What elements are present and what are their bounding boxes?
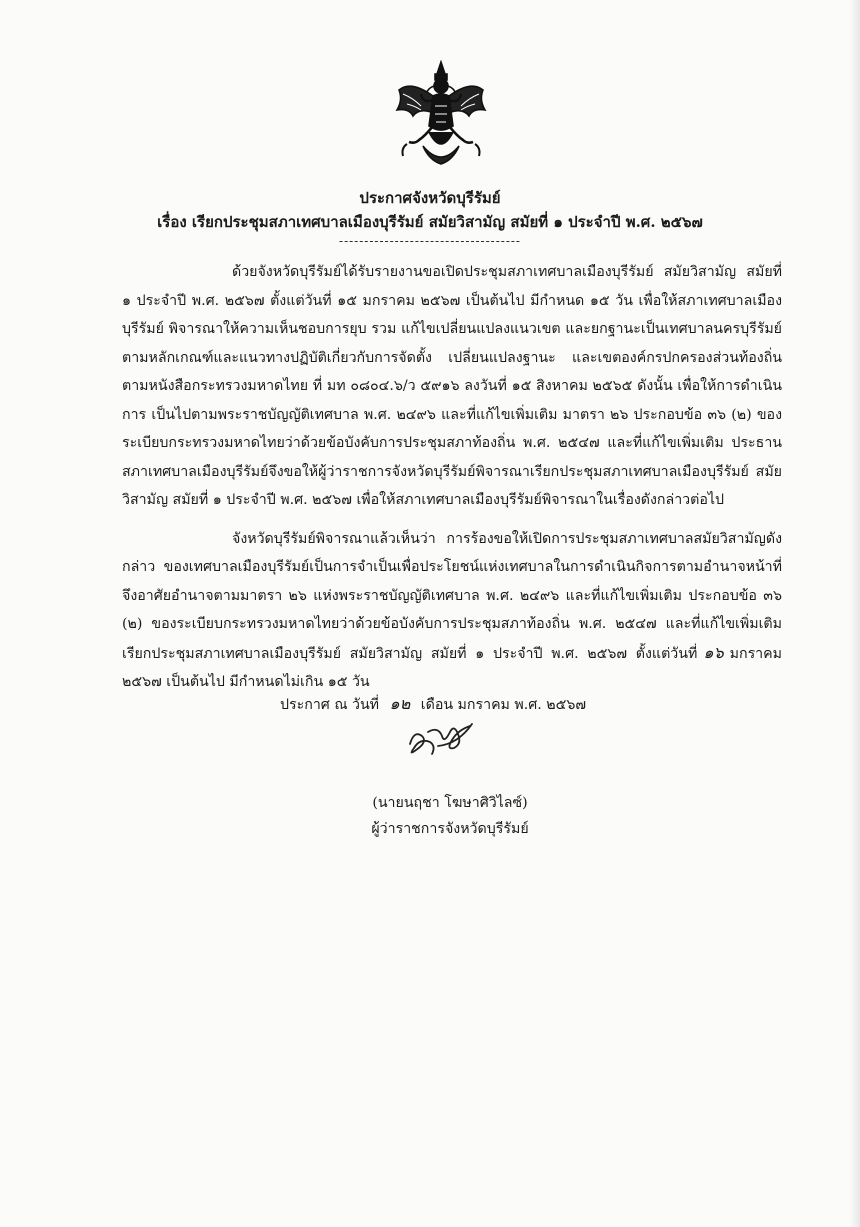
signer-position: ผู้ว่าราชการจังหวัดบุรีรัมย์ xyxy=(371,821,529,837)
header-separator: ------------------------------------ xyxy=(339,234,521,248)
body-paragraph-1: ด้วยจังหวัดบุรีรัมย์ได้รับรายงานขอเปิดประชุมสภาเทศบาลเมืองบุรีรัมย์ สมัยวิสามัญ สมัยที่ ๑ ประจำปี พ.ศ. ๒๕๖๗ ตั้งแต่วันที่ ๑๕ มกราคม ๒๕๖๗ เป็นต้นไป มีกำหนด ๑๕ วัน เพื่อให้สภาเทศบาลเมืองบุรีรัมย์ พิจารณาให้ความเห็นชอบการยุบ รวม แก้ไขเปลี่ยนแปลงแนวเขต และยกฐานะเป็นเทศบาลนครบุรีรัมย์ ตามหลักเกณฑ์และแนวทางปฏิบัติเกี่ยวกับการจัดตั้ง เปลี่ยนแปลงฐานะ และเขตองค์กรปกครองส่วนท้องถิ่น ตามหนังสือกระทรวงมหาดไทย ที่ มท ๐๘๐๔.๖/ว ๕๙๑๖ ลงวันที่ ๑๕ สิงหาคม ๒๕๖๕ ดังนั้น เพื่อให้การดำเนินการ เป็นไปตามพระราชบัญญัติเทศบาล พ.ศ. ๒๔๙๖ และที่แก้ไขเพิ่มเติม มาตรา ๒๖ ประกอบข้อ ๓๖ (๒) ของระเบียบกระทรวงมหาดไทยว่าด้วยข้อบังคับการประชุมสภาท้องถิ่น พ.ศ. ๒๕๔๗ และที่แก้ไขเพิ่มเติม ประธานสภาเทศบาลเมืองบุรีรัมย์จึงขอให้ผู้ว่าราชการจังหวัดบุรีรัมย์พิจารณาเรียกประชุมสภาเทศบาลเมืองบุรีรัมย์ สมัยวิสามัญ สมัยที่ ๑ ประจำปี พ.ศ. ๒๕๖๗ เพื่อให้สภาเทศบาลเมืองบุรีรัมย์พิจารณาในเรื่องดังกล่าวต่อไป xyxy=(122,264,782,508)
date-prefix: ประกาศ ณ วันที่ xyxy=(280,697,380,713)
handwritten-date-day: ๑๒ xyxy=(389,694,411,713)
document-header xyxy=(0,186,860,248)
announcement-date xyxy=(280,690,700,719)
document-title: ประกาศจังหวัดบุรีรัมย์ xyxy=(359,189,501,207)
signer-block xyxy=(300,790,600,842)
paragraph-2-text: จังหวัดบุรีรัมย์พิจารณาแล้วเห็นว่า การร้องขอให้เปิดการประชุมสภาเทศบาลสมัยวิสามัญดังกล่าว ของเทศบาลเมืองบุรีรัมย์เป็นการจำเป็นเพื่อประโยชน์แห่งเทศบาลในการดำเนินกิจการตามอำนาจหน้าที่ จึงอาศัยอำนาจตามมาตรา ๒๖ แห่งพระราชบัญญัติเทศบาล พ.ศ. ๒๔๙๖ และที่แก้ไขเพิ่มเติม ประกอบข้อ ๓๖ (๒) ของระเบียบกระทรวงมหาดไทยว่าด้วยข้อบังคับการประชุมสภาท้องถิ่น พ.ศ. ๒๕๔๗ และที่แก้ไขเพิ่มเติม เรียกประชุมสภาเทศบาลเมืองบุรีรัมย์ สมัยวิสามัญ สมัยที่ ๑ ประจำปี พ.ศ. ๒๕๖๗ ตั้งแต่วันที่ xyxy=(122,530,782,662)
body-paragraph-2 xyxy=(122,525,782,697)
document-subject: เรื่อง เรียกประชุมสภาเทศบาลเมืองบุรีรัมย์ สมัยวิสามัญ สมัยที่ ๑ ประจำปี พ.ศ. ๒๕๖๗ xyxy=(157,213,703,231)
date-suffix: เดือน มกราคม พ.ศ. ๒๕๖๗ xyxy=(420,697,587,713)
page-edge-shadow xyxy=(850,0,860,1227)
paragraph-2-closing: มกราคม ๒๕๖๗ เป็นต้นไป มีกำหนดไม่เกิน ๑๕ วัน xyxy=(122,645,782,690)
handwritten-signature-icon xyxy=(402,714,482,764)
signer-name: (นายนฤชา โฆษาศิวิไลซ์) xyxy=(372,795,528,811)
document-body xyxy=(122,258,782,707)
handwritten-start-day: ๑๖ xyxy=(703,642,724,662)
garuda-emblem-icon xyxy=(393,60,489,170)
